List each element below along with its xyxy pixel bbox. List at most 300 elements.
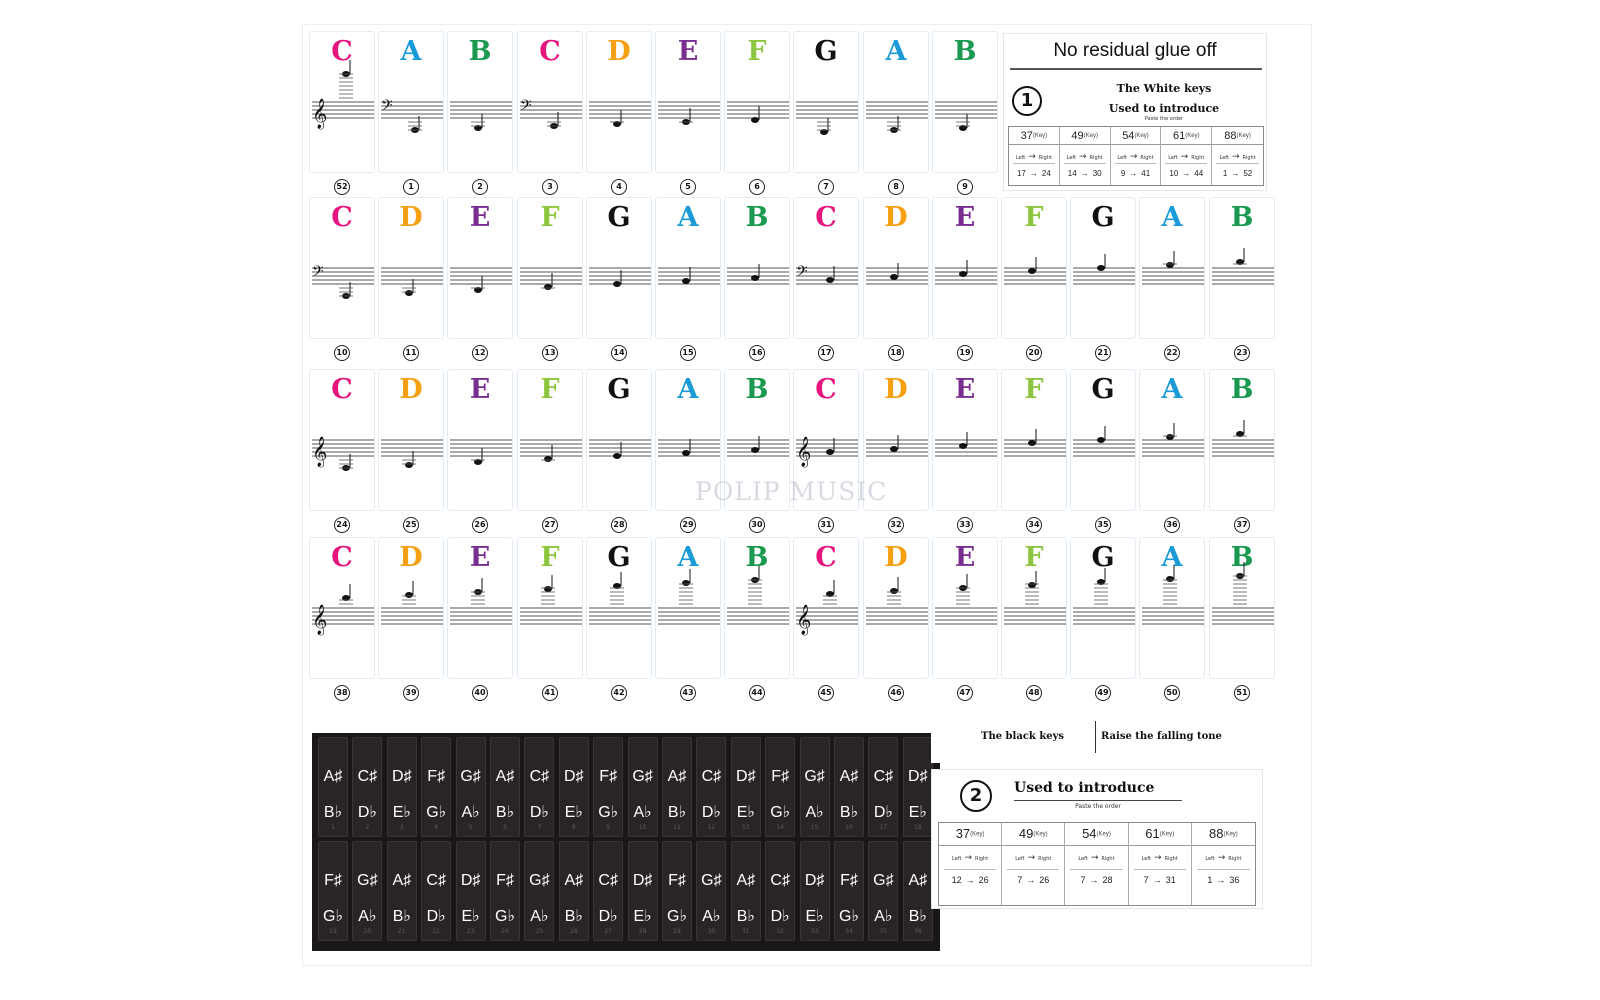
sharp-label: D♯ xyxy=(632,872,653,889)
white-key-sticker[interactable] xyxy=(1139,197,1205,339)
key-number-badge: 27 xyxy=(542,517,558,533)
table-rule xyxy=(1060,144,1110,145)
paste-range xyxy=(1212,169,1263,178)
key-number-badge: 5 xyxy=(680,179,696,195)
staff-notation xyxy=(656,538,722,680)
used-to-introduce-heading: Used to introduce xyxy=(1108,102,1220,115)
note-letter: E xyxy=(954,542,976,573)
flat-label: G♭ xyxy=(770,804,791,821)
black-key-number: 25 xyxy=(535,928,544,935)
note-head xyxy=(959,271,967,277)
black-key-number: 2 xyxy=(365,824,370,831)
table-rule xyxy=(1065,845,1127,846)
left-to-right-label xyxy=(1060,152,1110,162)
white-key-sticker[interactable] xyxy=(1209,537,1275,679)
arrow-right-icon: → xyxy=(1129,152,1138,162)
staff-notation xyxy=(587,32,653,174)
staff-notation xyxy=(587,370,653,512)
black-key-sticker[interactable] xyxy=(352,737,382,837)
key-unit: (Key) xyxy=(970,831,985,838)
note-letter: F xyxy=(747,36,767,67)
white-key-sticker[interactable] xyxy=(378,537,444,679)
range-end: 28 xyxy=(1102,875,1113,885)
black-key-number: 28 xyxy=(638,928,647,935)
black-key-sticker[interactable] xyxy=(352,841,382,941)
note-letter: G xyxy=(607,374,631,405)
note-head xyxy=(890,588,898,594)
white-key-sticker[interactable] xyxy=(447,537,513,679)
staff-notation xyxy=(1210,538,1276,680)
sharp-label: F♯ xyxy=(496,872,514,889)
white-key-sticker[interactable] xyxy=(1139,537,1205,679)
sharp-label: G♯ xyxy=(804,768,825,785)
raise-falling-tone-label: Raise the falling tone xyxy=(1101,731,1222,742)
black-key-sticker[interactable] xyxy=(524,737,554,837)
note-head xyxy=(613,453,621,459)
note-head xyxy=(1028,268,1036,274)
key-number-badge: 19 xyxy=(957,345,973,361)
white-key-sticker[interactable] xyxy=(378,31,444,173)
key-number-badge: 49 xyxy=(1095,685,1111,701)
left-to-right-label xyxy=(1161,152,1211,162)
key-unit: (Key) xyxy=(1185,133,1200,140)
used-to-introduce-heading-2: Used to introduce xyxy=(1014,780,1155,796)
key-number-badge: 3 xyxy=(542,179,558,195)
white-key-sticker[interactable] xyxy=(1209,369,1275,511)
note-letter: D xyxy=(884,374,908,405)
white-key-sticker[interactable] xyxy=(586,369,652,511)
right-label: Right xyxy=(974,856,989,862)
flat-label: B♭ xyxy=(392,908,411,925)
key-number-badge: 37 xyxy=(1234,517,1250,533)
paste-order-note-2: Paste the order xyxy=(1075,803,1121,810)
black-key-sticker[interactable] xyxy=(318,737,348,837)
note-letter: F xyxy=(540,542,560,573)
note-letter: B xyxy=(745,202,769,233)
white-key-sticker[interactable] xyxy=(309,31,375,173)
white-key-sticker[interactable] xyxy=(1070,369,1136,511)
white-key-sticker[interactable] xyxy=(586,31,652,173)
flat-label: D♭ xyxy=(701,804,721,821)
white-keys-row xyxy=(309,537,1279,697)
flat-label: D♭ xyxy=(873,804,893,821)
white-key-sticker[interactable] xyxy=(1209,197,1275,339)
white-key-sticker[interactable] xyxy=(447,197,513,339)
key-number-badge: 52 xyxy=(334,179,350,195)
black-key-sticker[interactable] xyxy=(559,841,589,941)
right-label: Right xyxy=(1101,856,1115,862)
staff-notation xyxy=(656,32,722,174)
black-key-sticker[interactable] xyxy=(593,841,623,941)
note-head xyxy=(826,277,834,283)
white-key-sticker[interactable] xyxy=(724,197,790,339)
sharp-label: C♯ xyxy=(426,872,446,889)
note-head xyxy=(1097,437,1105,443)
black-key-sticker[interactable] xyxy=(318,841,348,941)
left-to-right-label xyxy=(1002,853,1064,863)
note-head xyxy=(544,586,552,592)
note-head xyxy=(826,449,834,455)
white-key-sticker[interactable] xyxy=(586,537,652,679)
black-key-sticker[interactable] xyxy=(628,841,658,941)
white-key-sticker[interactable] xyxy=(863,537,929,679)
flat-label: A♭ xyxy=(530,908,549,925)
sharp-label: G♯ xyxy=(529,872,550,889)
black-key-sticker[interactable] xyxy=(387,737,417,837)
note-letter: A xyxy=(677,374,699,405)
note-letter: A xyxy=(677,542,699,573)
black-key-number: 5 xyxy=(468,824,473,831)
sharp-label: C♯ xyxy=(701,768,722,785)
table-rule xyxy=(1129,845,1191,846)
flat-label: B♭ xyxy=(564,908,583,925)
arrow-right-icon: → xyxy=(1231,152,1240,162)
range-start: 7 xyxy=(1017,875,1023,885)
range-end: 31 xyxy=(1165,875,1176,885)
staff-notation xyxy=(725,32,791,174)
white-key-sticker[interactable] xyxy=(1139,369,1205,511)
heading-2-underline xyxy=(1014,800,1182,801)
white-key-sticker[interactable] xyxy=(586,197,652,339)
key-count xyxy=(1009,130,1059,142)
black-key-sticker[interactable] xyxy=(731,841,761,941)
right-label: Right xyxy=(1038,856,1052,862)
black-key-sticker[interactable] xyxy=(456,841,486,941)
note-head xyxy=(1166,576,1174,582)
left-to-right-label xyxy=(1192,853,1255,863)
key-unit: (Key) xyxy=(1236,133,1251,140)
flat-label: A♭ xyxy=(805,804,824,821)
flat-label: G♭ xyxy=(426,804,447,821)
key-number-badge: 9 xyxy=(957,179,973,195)
black-key-sticker[interactable] xyxy=(765,841,795,941)
white-key-sticker[interactable] xyxy=(655,197,721,339)
white-key-sticker[interactable] xyxy=(517,369,583,511)
black-key-number: 8 xyxy=(571,824,576,831)
arrow-right-icon: → xyxy=(1180,152,1189,162)
key-unit: (Key) xyxy=(1223,831,1238,838)
staff-notation xyxy=(1002,198,1068,340)
note-head xyxy=(682,450,690,456)
black-key-sticker[interactable] xyxy=(559,737,589,837)
white-key-sticker[interactable] xyxy=(932,537,998,679)
key-unit: (Key) xyxy=(1159,831,1175,838)
note-letter: E xyxy=(469,542,491,573)
white-key-sticker[interactable] xyxy=(793,197,859,339)
staff-notation xyxy=(1002,370,1068,512)
note-letter: D xyxy=(884,542,908,573)
white-key-sticker[interactable] xyxy=(517,31,583,173)
note-letter: D xyxy=(399,374,423,405)
white-key-sticker[interactable] xyxy=(378,197,444,339)
black-key-number: 14 xyxy=(776,824,784,831)
white-key-sticker[interactable] xyxy=(309,197,375,339)
left-label: Left xyxy=(1117,155,1127,161)
white-key-sticker[interactable] xyxy=(655,31,721,173)
sharp-label: D♯ xyxy=(392,768,412,785)
note-letter: G xyxy=(1091,374,1115,405)
note-letter: F xyxy=(1024,374,1044,405)
key-count-value: 37 xyxy=(955,826,971,841)
range-start: 7 xyxy=(1080,875,1086,885)
black-key-number: 12 xyxy=(707,824,716,831)
key-count-value: 49 xyxy=(1018,826,1034,841)
paste-range xyxy=(1129,875,1191,885)
note-letter: C xyxy=(331,374,353,405)
range-start: 10 xyxy=(1169,169,1179,178)
black-key-sticker[interactable] xyxy=(490,737,520,837)
flat-label: B♭ xyxy=(908,908,927,925)
key-number-badge: 51 xyxy=(1234,685,1250,701)
black-key-sticker[interactable] xyxy=(421,841,451,941)
note-letter: A xyxy=(400,36,422,67)
arrow-right-icon: → xyxy=(1182,169,1191,178)
arrow-right-icon: → xyxy=(1028,152,1036,162)
black-key-sticker[interactable] xyxy=(662,737,692,837)
white-key-sticker[interactable] xyxy=(793,31,859,173)
black-key-sticker[interactable] xyxy=(731,737,761,837)
range-start: 1 xyxy=(1207,875,1213,885)
range-start: 17 xyxy=(1016,169,1026,178)
white-key-sticker[interactable] xyxy=(447,369,513,511)
table-rule xyxy=(1013,163,1055,164)
key-number-badge: 15 xyxy=(680,345,696,361)
key-number-badge: 7 xyxy=(818,179,834,195)
staff-notation xyxy=(379,538,445,680)
sharp-label: D♯ xyxy=(736,768,756,785)
sharp-label: G♯ xyxy=(873,872,894,889)
flat-label: E♭ xyxy=(805,908,824,925)
note-letter: A xyxy=(1161,374,1183,405)
flat-label: E♭ xyxy=(736,804,755,821)
note-letter: C xyxy=(539,36,561,67)
white-key-sticker[interactable] xyxy=(863,31,929,173)
black-key-sticker[interactable] xyxy=(868,841,898,941)
range-end: 41 xyxy=(1141,169,1151,178)
key-count xyxy=(1129,826,1191,841)
note-letter: C xyxy=(331,542,353,573)
black-key-number: 20 xyxy=(363,928,372,935)
key-count xyxy=(1111,130,1161,142)
flat-label: G♭ xyxy=(839,908,859,925)
white-key-sticker[interactable] xyxy=(1001,197,1067,339)
white-key-sticker[interactable] xyxy=(309,369,375,511)
black-key-sticker[interactable] xyxy=(387,841,417,941)
black-key-sticker[interactable] xyxy=(868,737,898,837)
black-key-sticker[interactable] xyxy=(456,737,486,837)
sharp-label: F♯ xyxy=(427,768,446,785)
white-key-sticker[interactable] xyxy=(1070,197,1136,339)
black-key-sticker[interactable] xyxy=(628,737,658,837)
arrow-right-icon: → xyxy=(965,875,975,885)
staff-notation xyxy=(794,198,860,340)
black-key-sticker[interactable] xyxy=(765,737,795,837)
white-key-sticker[interactable] xyxy=(1070,537,1136,679)
black-key-number: 3 xyxy=(399,824,404,831)
black-key-sticker[interactable] xyxy=(490,841,520,941)
paste-range xyxy=(1161,169,1211,178)
range-start: 12 xyxy=(951,875,962,885)
key-number-badge: 23 xyxy=(1234,345,1250,361)
black-key-sticker[interactable] xyxy=(834,841,864,941)
note-letter: E xyxy=(954,202,976,233)
note-letter: E xyxy=(469,202,491,233)
white-key-sticker[interactable] xyxy=(378,369,444,511)
black-key-number: 22 xyxy=(432,928,440,935)
key-unit: (Key) xyxy=(1032,133,1048,140)
paste-range xyxy=(1111,169,1161,178)
staff-notation xyxy=(448,32,514,174)
black-key-number: 6 xyxy=(503,824,507,831)
note-letter: D xyxy=(399,202,423,233)
flat-label: D♭ xyxy=(426,908,446,925)
key-count xyxy=(939,826,1001,841)
staff-notation xyxy=(518,370,584,512)
staff-notation xyxy=(587,538,653,680)
sharp-label: C♯ xyxy=(598,872,618,889)
note-head xyxy=(1028,440,1036,446)
flat-label: D♭ xyxy=(357,804,377,821)
white-key-sticker[interactable] xyxy=(517,197,583,339)
black-key-number: 21 xyxy=(397,928,406,935)
staff-notation xyxy=(933,538,999,680)
note-letter: F xyxy=(1024,202,1044,233)
white-key-sticker[interactable] xyxy=(309,537,375,679)
key-number-badge: 35 xyxy=(1095,517,1111,533)
key-count xyxy=(1002,826,1064,841)
staff-notation xyxy=(1140,198,1206,340)
staff-notation xyxy=(864,32,930,174)
key-number-badge: 4 xyxy=(611,179,627,195)
black-key-number: 26 xyxy=(569,928,578,935)
key-unit: (Key) xyxy=(1033,831,1048,838)
white-key-sticker[interactable] xyxy=(724,537,790,679)
note-head xyxy=(751,447,759,453)
table-rule xyxy=(1111,144,1161,145)
note-letter: D xyxy=(607,36,631,67)
flat-label: A♭ xyxy=(633,804,652,821)
key-count-table-2 xyxy=(938,822,1256,906)
watermark: POLIP MUSIC xyxy=(695,477,888,506)
staff-notation xyxy=(794,32,860,174)
key-number-badge: 44 xyxy=(749,685,765,701)
left-to-right-label xyxy=(1065,853,1127,863)
flat-label: E♭ xyxy=(392,804,411,821)
right-label: Right xyxy=(1038,155,1052,161)
info-panel-2 xyxy=(931,769,1263,909)
key-number-badge: 18 xyxy=(888,345,904,361)
white-key-sticker[interactable] xyxy=(724,31,790,173)
key-count-column xyxy=(1161,127,1212,185)
black-key-number: 16 xyxy=(845,824,853,831)
black-key-sticker[interactable] xyxy=(662,841,692,941)
key-count-column xyxy=(1065,823,1128,905)
white-key-sticker[interactable] xyxy=(447,31,513,173)
white-key-sticker[interactable] xyxy=(1001,369,1067,511)
white-key-sticker[interactable] xyxy=(863,197,929,339)
black-key-sticker[interactable] xyxy=(800,841,830,941)
white-key-sticker[interactable] xyxy=(932,197,998,339)
note-letter: D xyxy=(884,202,908,233)
white-key-sticker[interactable] xyxy=(655,537,721,679)
staff-notation xyxy=(310,198,376,340)
flat-label: D♭ xyxy=(770,908,790,925)
left-label: Left xyxy=(952,856,962,862)
left-label: Left xyxy=(1168,155,1178,161)
staff-notation xyxy=(379,370,445,512)
sharp-label: F♯ xyxy=(599,768,618,785)
label-divider xyxy=(1095,721,1096,753)
key-number-badge: 33 xyxy=(957,517,973,533)
note-head xyxy=(1028,582,1036,588)
flat-label: D♭ xyxy=(529,804,549,821)
white-key-sticker[interactable] xyxy=(793,537,859,679)
key-count-column xyxy=(1002,823,1065,905)
flat-label: E♭ xyxy=(461,908,480,925)
note-letter: G xyxy=(1091,202,1115,233)
range-start: 14 xyxy=(1067,169,1077,178)
black-key-sticker[interactable] xyxy=(696,737,726,837)
black-key-sticker[interactable] xyxy=(903,737,933,837)
white-key-sticker[interactable] xyxy=(1001,537,1067,679)
black-key-number: 1 xyxy=(331,824,335,831)
staff-notation xyxy=(310,370,376,512)
staff-notation xyxy=(518,538,584,680)
white-key-sticker[interactable] xyxy=(932,31,998,173)
flat-label: E♭ xyxy=(564,804,583,821)
table-rule xyxy=(1134,869,1186,870)
note-letter: G xyxy=(607,542,631,573)
table-rule xyxy=(1064,163,1106,164)
note-head xyxy=(405,290,413,296)
note-head xyxy=(890,446,898,452)
note-letter: A xyxy=(1161,202,1183,233)
key-number-badge: 43 xyxy=(680,685,696,701)
flat-label: A♭ xyxy=(358,908,377,925)
black-key-sticker[interactable] xyxy=(524,841,554,941)
black-key-sticker[interactable] xyxy=(696,841,726,941)
staff-notation xyxy=(1140,370,1206,512)
black-key-number: 34 xyxy=(845,928,853,935)
svg-text:𝄞: 𝄞 xyxy=(312,99,328,129)
key-count-column xyxy=(1060,127,1111,185)
white-key-sticker[interactable] xyxy=(517,537,583,679)
range-end: 30 xyxy=(1092,169,1102,178)
sticker-sheet xyxy=(302,24,1312,966)
note-letter: A xyxy=(1161,542,1183,573)
key-number-badge: 32 xyxy=(888,517,904,533)
staff-notation xyxy=(794,538,860,680)
black-key-number: 31 xyxy=(741,928,750,935)
flat-label: E♭ xyxy=(908,804,927,821)
black-key-sticker[interactable] xyxy=(903,841,933,941)
black-key-sticker[interactable] xyxy=(834,737,864,837)
key-count xyxy=(1212,130,1263,142)
key-number-badge: 11 xyxy=(403,345,419,361)
sharp-label: A♯ xyxy=(392,872,412,889)
black-key-sticker[interactable] xyxy=(800,737,830,837)
black-key-sticker[interactable] xyxy=(421,737,451,837)
black-key-number: 35 xyxy=(879,928,888,935)
black-key-sticker[interactable] xyxy=(593,737,623,837)
black-key-number: 9 xyxy=(606,824,611,831)
key-count-column xyxy=(1111,127,1162,185)
sharp-label: F♯ xyxy=(771,768,790,785)
white-key-sticker[interactable] xyxy=(932,369,998,511)
key-number-badge: 14 xyxy=(611,345,627,361)
sharp-label: F♯ xyxy=(668,872,686,889)
range-end: 26 xyxy=(978,875,989,885)
